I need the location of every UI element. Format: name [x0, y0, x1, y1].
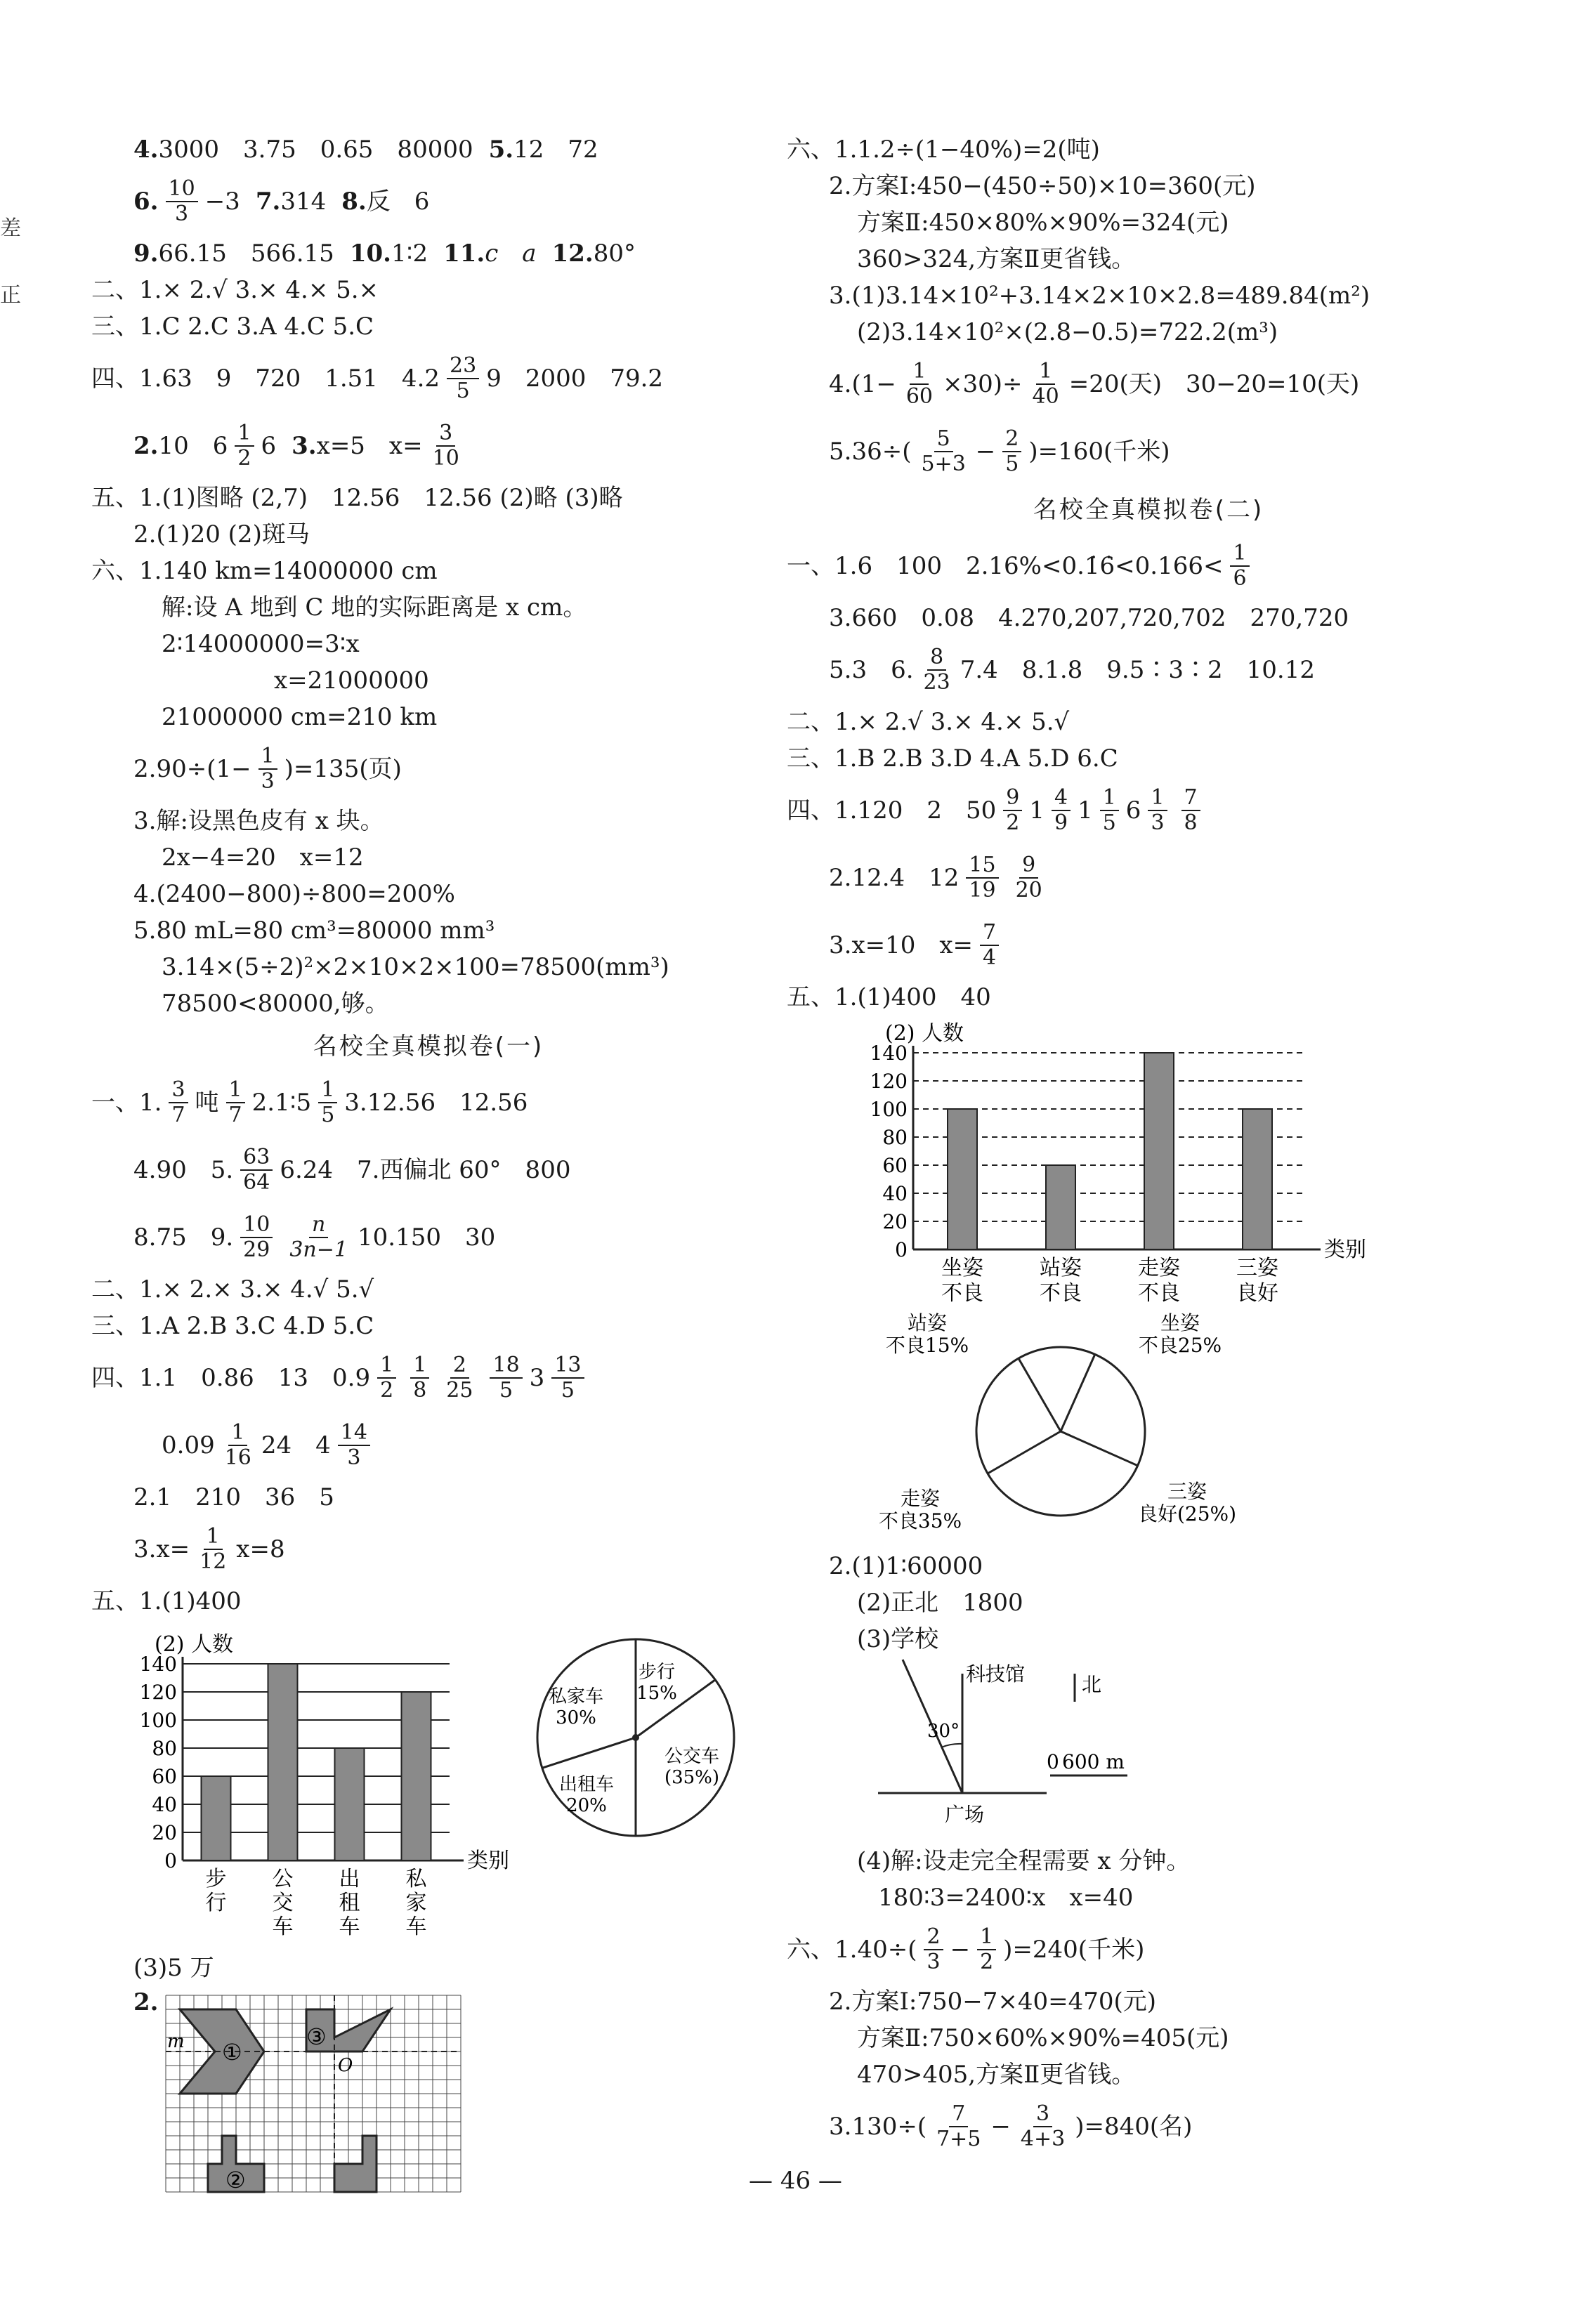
fraction: $\frac{8}{23}$	[923, 645, 950, 695]
x-tick-label: 家	[405, 1891, 427, 1915]
y-tick-label: 80	[882, 1126, 908, 1149]
answer-line: 2x−4=20 x=12	[162, 843, 364, 872]
answer-line: (2)3.14×10²×(2.8−0.5)=722.2(m³)	[857, 318, 1278, 346]
answer-line: 四、 1.120 2 50 $\frac{9}{2}$ 1 $\frac{4}{9}$ 1 $\frac{1}{5}$ 6 $\frac{1}{3}$ $\frac{7}{8}$	[787, 779, 1510, 842]
pie-label: 步行	[638, 1662, 676, 1683]
answer-line: 四、 1.1 0.86 13 0.9 $\frac{1}{2}$ $\frac{1}{8}$ $\frac{2}{25}$ $\frac{18}{5}$ 3 $\frac{13}{5}$	[91, 1346, 766, 1410]
answer-line: 一、 1. $\frac{3}{7}$ 吨 $\frac{1}{7}$ 2.1∶5 $\frac{1}{5}$ 3.12.56 12.56	[91, 1077, 528, 1127]
figure-bar-2	[787, 1018, 1510, 1315]
fraction: $\frac{1}{2}$	[235, 421, 254, 471]
bar	[1144, 1053, 1174, 1249]
pie-label: 三姿	[1167, 1480, 1207, 1503]
bar	[335, 1748, 365, 1860]
answer-line: 2.12.4 12 $\frac{15}{19}$ $\frac{9}{20}$	[787, 846, 1510, 910]
fraction: $\frac{10}{3}$	[166, 177, 198, 226]
pie-label: 出租车	[558, 1774, 615, 1795]
fraction: $\frac{1}{16}$	[224, 1420, 251, 1470]
pie-label: (35%)	[664, 1767, 720, 1788]
left-column	[91, 133, 766, 2206]
pie-slice-boundary	[988, 1431, 1061, 1473]
answer-line: (4)解:设走完全程需要 x 分钟。	[857, 1847, 1191, 1875]
fraction: $\frac{10}{29}$	[240, 1213, 273, 1262]
bar	[268, 1664, 298, 1860]
y-tick-label: 20	[152, 1821, 177, 1844]
answer-line: 二、 1.× 2.√ 3.× 4.× 5.×	[91, 276, 379, 304]
figure-row-2: 2. m O ① ③ ②	[91, 1988, 766, 2199]
y-tick-label: 80	[152, 1737, 177, 1760]
section-title: 名校全真模拟卷(一)	[313, 1032, 544, 1061]
page-number: — 46 —	[749, 2167, 842, 2195]
fraction: $\frac{7}{4}$	[980, 921, 999, 970]
answer-line: (2)正北 1800	[857, 1589, 1023, 1617]
pie-label: 坐姿	[1160, 1311, 1200, 1334]
answer-line: 9. 66.15 566.15 10. 1∶2 11. c a 12. 80°	[133, 239, 636, 268]
fraction: $\frac{9}{2}$	[1003, 786, 1022, 835]
answer-line: 3.660 0.08 4.270,207,720,702 270,720	[829, 604, 1349, 632]
fraction: $\frac{2}{3}$	[924, 1925, 943, 1974]
scale-label: 600 m	[1062, 1750, 1125, 1773]
answer-line: 2.(1)20 (2)斑马	[133, 520, 310, 549]
fraction: $\frac{1}{5}$	[318, 1078, 337, 1127]
answer-line: (3)5 万	[133, 1954, 214, 1982]
y-tick-label: 140	[139, 1653, 177, 1676]
y-tick-label: 0	[895, 1238, 908, 1261]
answer-line: 六、 1.40÷( $\frac{2}{3}$ − $\frac{1}{2}$ )=240(千米)	[787, 1924, 1145, 1974]
y-tick-label: 120	[870, 1070, 908, 1093]
bar	[202, 1776, 231, 1860]
answer-line: (3)学校	[857, 1625, 939, 1653]
x-tick-label: 车	[339, 1915, 360, 1939]
answer-line: 0.09 $\frac{1}{16}$ 24 4 $\frac{14}{3}$	[91, 1414, 766, 1477]
answer-line: 二、 1.× 2.√ 3.× 4.× 5.√	[787, 708, 1070, 736]
pie-label: 20%	[566, 1795, 607, 1816]
answer-line: 5.36÷( $\frac{5}{5+3}$ − $\frac{2}{5}$ )=160(千米)	[829, 426, 1170, 476]
y-tick-label: 40	[152, 1793, 177, 1816]
fraction: $\frac{1}{7}$	[226, 1078, 245, 1127]
answer-line: 5.3 6. $\frac{8}{23}$ 7.4 8.1.8 9.5∶3∶2 10.12	[829, 645, 1315, 695]
x-tick-label: 良好	[1236, 1281, 1278, 1306]
pie-label: 私家车	[548, 1686, 604, 1707]
x-tick-label: 行	[205, 1891, 227, 1915]
pie-label: 不良25%	[1138, 1334, 1222, 1357]
answer-line: 21000000 cm=210 km	[162, 703, 438, 731]
pie-label: 15%	[636, 1683, 677, 1704]
fraction: $\frac{1}{3}$	[258, 744, 277, 794]
answer-line: 3.130÷( $\frac{7}{7+5}$ − $\frac{3}{4+3}$ )=840(名)	[829, 2101, 1193, 2151]
bar-chart-transport	[133, 1622, 509, 1945]
answer-line: 78500<80000,够。	[162, 990, 389, 1018]
answer-line: 二、 1.× 2.× 3.× 4.√ 5.√	[91, 1275, 374, 1304]
fraction: $\frac{14}{3}$	[338, 1421, 370, 1470]
direction-map	[878, 1653, 1243, 1835]
x-tick-label: 站姿	[1040, 1256, 1082, 1280]
x-tick-label: 不良	[1040, 1281, 1082, 1306]
answer-line: 3.x= $\frac{1}{12}$ x=8	[133, 1524, 285, 1574]
angle-arc	[941, 1744, 962, 1747]
y-tick-label: 60	[882, 1154, 908, 1177]
x-tick-label: 车	[272, 1915, 294, 1939]
answer-line: 3.解:设黑色皮有 x 块。	[133, 807, 384, 835]
label-c3: ③	[306, 2023, 327, 2050]
x-axis-label: 类别	[1324, 1238, 1366, 1262]
pie-label: 良好(25%)	[1137, 1502, 1237, 1525]
answer-line: 五、 1.(1)400	[91, 1587, 242, 1615]
pie-label: 不良15%	[885, 1334, 969, 1357]
x-tick-label: 走姿	[1138, 1256, 1180, 1280]
pie-label: 不良35%	[878, 1509, 962, 1532]
answer-line: 2∶14000000=3∶x	[162, 630, 360, 658]
fraction: $\frac{2}{25}$	[446, 1353, 473, 1403]
pie-label: 公交车	[664, 1746, 720, 1767]
answer-line: 四、 1.63 9 720 1.51 4.2 $\frac{23}{5}$ 9 2000 79.2	[91, 353, 664, 403]
answer-line: 180∶3=2400∶x x=40	[878, 1884, 1134, 1912]
y-tick-label: 120	[139, 1681, 177, 1704]
fraction: $\frac{4}{9}$	[1052, 786, 1071, 835]
section-title: 名校全真模拟卷(二)	[1033, 496, 1264, 524]
fraction: $\frac{1}{3}$	[1148, 786, 1167, 835]
pie-chart-transport	[520, 1622, 752, 1853]
figure-row-1	[91, 1622, 766, 1945]
x-tick-label: 交	[272, 1891, 294, 1915]
x-tick-label: 不良	[941, 1281, 983, 1306]
north-label: 北	[1082, 1673, 1102, 1696]
answer-line: 8.75 9. $\frac{10}{29}$ $\frac{n}{3n-1}$ 10.150 30	[133, 1212, 496, 1262]
y-tick-label: 0	[164, 1849, 177, 1872]
y-tick-label: 100	[139, 1709, 177, 1732]
fraction: $\frac{1}{60}$	[905, 359, 934, 409]
answer-line: 3.x=10 x= $\frac{7}{4}$	[787, 914, 1510, 977]
answer-line: 五、 1.(1)400 40	[787, 983, 991, 1011]
pie-slice-boundary	[1019, 1358, 1061, 1431]
fraction: $\frac{15}{19}$	[966, 853, 998, 902]
answer-line: 470>405,方案Ⅱ更省钱。	[857, 2061, 1136, 2089]
pie-chart-posture	[871, 1311, 1264, 1540]
y-tick-label: 60	[152, 1765, 177, 1788]
fraction: $\frac{1}{6}$	[1230, 541, 1249, 591]
y-axis-label: (2) 人数	[885, 1021, 964, 1046]
answer-line: 4.90 5. $\frac{63}{64}$ 6.24 7.西偏北 60° 800	[133, 1145, 571, 1195]
figure-pie-2	[787, 1311, 1510, 1543]
fraction: $\frac{63}{64}$	[240, 1145, 273, 1195]
fraction: $\frac{3}{7}$	[169, 1078, 188, 1127]
answer-line: 2.(1)1∶60000	[829, 1552, 983, 1580]
answer-line: 解:设 A 地到 C 地的实际距离是 x cm。	[162, 593, 587, 622]
answer-line: x=21000000	[274, 667, 429, 695]
answer-line: 方案Ⅱ:750×60%×90%=405(元)	[857, 2024, 1229, 2052]
x-tick-label: 坐姿	[941, 1256, 983, 1280]
answer-line: 4. 3000 3.75 0.65 80000 5. 12 72	[133, 136, 598, 164]
x-tick-label: 车	[405, 1915, 427, 1939]
answer-line: 一、 1.6 100 2.16%<0.1̇6̇<0.166< $\frac{1}{6}$	[787, 534, 1510, 598]
pie-slice-boundary	[542, 1738, 636, 1768]
square-label: 广场	[945, 1803, 985, 1826]
fraction: $\frac{9}{20}$	[1015, 853, 1042, 902]
x-tick-label: 不良	[1138, 1281, 1180, 1306]
pie-slice-boundary	[1061, 1431, 1138, 1466]
answer-line: 2.1 210 36 5	[133, 1483, 334, 1511]
fraction: $\frac{3}{4+3}$	[1020, 2101, 1066, 2151]
answer-line: 6. $\frac{10}{3}$ −3 7. 314 8. 反 6	[133, 176, 430, 226]
answer-line: 三、 1.A 2.B 3.C 4.D 5.C	[91, 1312, 374, 1340]
pie-slice-boundary	[1061, 1354, 1095, 1431]
y-axis-label: (2) 人数	[155, 1632, 234, 1657]
fraction: $\frac{5}{5+3}$	[921, 426, 966, 476]
fraction: $\frac{3}{10}$	[432, 421, 459, 471]
angle-label: 30°	[927, 1721, 960, 1742]
label-c2: ②	[225, 2167, 246, 2193]
fraction: $\frac{1}{2}$	[977, 1925, 996, 1974]
answer-line: 六、 1.1.2÷(1−40%)=2(吨)	[787, 136, 1100, 164]
fraction: $\frac{7}{8}$	[1181, 786, 1200, 835]
answer-line: 5.80 mL=80 cm³=80000 mm³	[133, 917, 495, 945]
museum-label: 科技馆	[966, 1662, 1026, 1686]
answer-line: 2.方案Ⅰ:750−7×40=470(元)	[829, 1988, 1157, 2016]
answer-line: 方案Ⅱ:450×80%×90%=324(元)	[857, 209, 1229, 237]
fraction: $\frac{13}{5}$	[551, 1353, 584, 1403]
bar	[402, 1692, 431, 1860]
y-tick-label: 100	[870, 1098, 908, 1121]
pie-center	[632, 1734, 639, 1741]
fraction: $\frac{23}{5}$	[447, 354, 479, 403]
answer-line: 4.(1− $\frac{1}{60}$ ×30)÷ $\frac{1}{40}$ =20(天) 30−20=10(天)	[829, 359, 1360, 409]
fraction: $\frac{7}{7+5}$	[936, 2101, 981, 2151]
bar	[948, 1109, 977, 1249]
bar	[1243, 1109, 1272, 1249]
answer-line: 六、 1.140 km=14000000 cm	[91, 557, 438, 585]
edge-mark-2: 正	[0, 283, 21, 308]
fraction: $\frac{1}{5}$	[1100, 786, 1119, 835]
label-o: O	[337, 2055, 353, 2076]
fraction: $\frac{1}{40}$	[1032, 359, 1059, 409]
bar	[1046, 1165, 1075, 1249]
fraction: $\frac{18}{5}$	[490, 1353, 522, 1403]
y-tick-label: 40	[882, 1182, 908, 1205]
right-column	[787, 133, 1510, 2162]
label-c1: ①	[221, 2039, 242, 2066]
map-figure	[787, 1653, 1510, 1838]
label-m: m	[166, 2031, 185, 2052]
fraction: $\frac{2}{5}$	[1002, 427, 1021, 476]
pie-label: 走姿	[900, 1487, 941, 1510]
x-tick-label: 三姿	[1236, 1256, 1278, 1280]
fraction: $\frac{1}{2}$	[377, 1353, 396, 1403]
pie-label: 站姿	[907, 1311, 948, 1334]
answer-line: 3.14×(5÷2)²×2×10×2×100=78500(mm³)	[162, 953, 669, 981]
x-axis-label: 类别	[467, 1849, 509, 1873]
x-tick-label: 私	[405, 1867, 427, 1891]
answer-line: 三、 1.C 2.C 3.A 4.C 5.C	[91, 313, 374, 341]
answer-line: 2.90÷(1− $\frac{1}{3}$ )=135(页)	[133, 744, 402, 794]
answer-line: 2.方案Ⅰ:450−(450÷50)×10=360(元)	[829, 172, 1256, 200]
edge-mark-1: 差	[0, 216, 21, 241]
fraction: $\frac{1}{8}$	[410, 1353, 429, 1403]
bar-chart-posture	[857, 1018, 1377, 1313]
x-tick-label: 出	[339, 1867, 360, 1891]
fraction: $\frac{1}{12}$	[199, 1524, 227, 1574]
answer-line: 五、 1.(1)图略 (2,7) 12.56 12.56 (2)略 (3)略	[91, 484, 623, 512]
pie-label: 30%	[556, 1707, 596, 1728]
x-tick-label: 公	[272, 1867, 294, 1891]
y-tick-label: 20	[882, 1210, 908, 1233]
y-tick-label: 140	[870, 1042, 908, 1065]
scale-zero: 0	[1047, 1750, 1059, 1773]
fraction: $\frac{n}{3n-1}$	[289, 1212, 348, 1262]
x-tick-label: 步	[205, 1867, 227, 1891]
answer-line: 4.(2400−800)÷800=200%	[133, 880, 455, 908]
answer-line: 3.(1)3.14×10²+3.14×2×10×2.8=489.84(m²)	[829, 282, 1370, 310]
x-tick-label: 租	[339, 1891, 360, 1915]
answer-line: 三、 1.B 2.B 3.D 4.A 5.D 6.C	[787, 744, 1118, 773]
answer-line: 360>324,方案Ⅱ更省钱。	[857, 245, 1136, 273]
answer-line: 2. 10 6 $\frac{1}{2}$ 6 3. x=5 x= $\frac{3}{10}$	[91, 414, 766, 478]
